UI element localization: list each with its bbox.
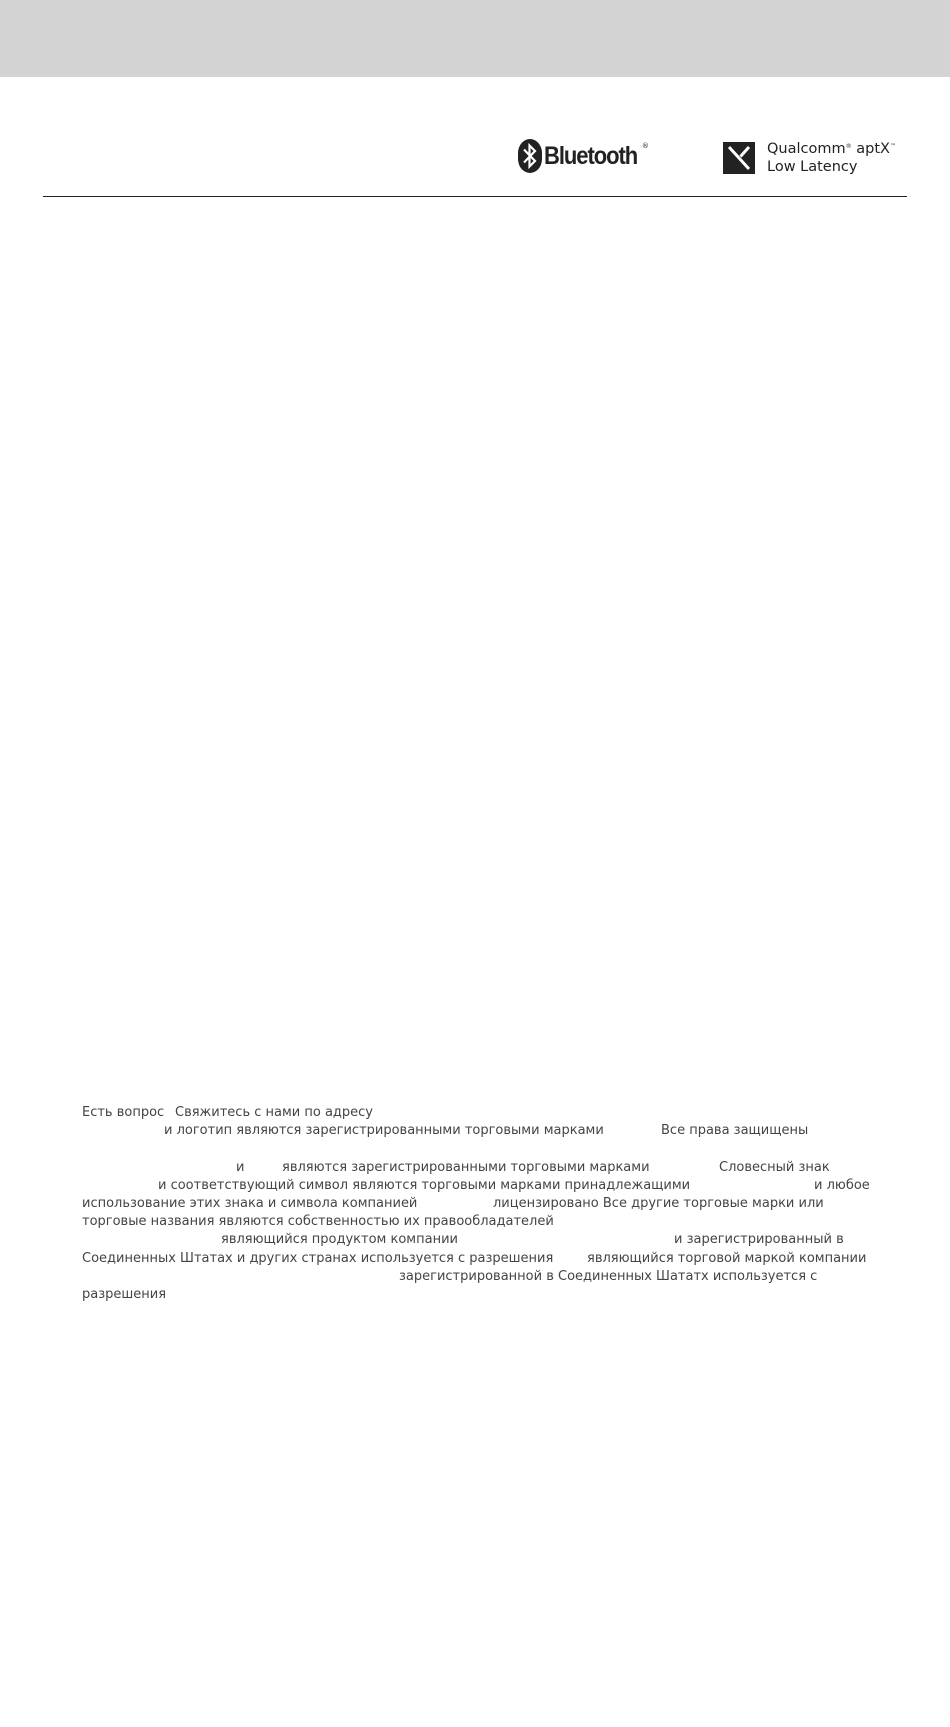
bluetooth-rune-icon <box>518 139 542 173</box>
qualcomm-logo-line1 <box>767 140 896 158</box>
company-trademark-text: являющийся торговой маркой компании <box>587 1250 867 1266</box>
legal-line-2 <box>82 1123 882 1141</box>
header-divider <box>43 196 907 197</box>
registered-marks-text: являются зарегистрированными торговыми марками <box>282 1159 650 1175</box>
question-text: Есть вопрос <box>82 1105 165 1120</box>
product-text: являющийся продуктом компании <box>221 1232 458 1248</box>
symbol-trademark-text: и соответствующий символ являются торговыми марками принадлежащими <box>158 1177 691 1193</box>
legal-line-4 <box>82 1178 882 1196</box>
licensed-text: лицензировано Все другие торговые марки или <box>493 1195 824 1211</box>
legal-blank-line <box>82 1141 882 1159</box>
contact-text: Свяжитесь с нами по адресу <box>175 1105 373 1120</box>
legal-line-9 <box>82 1269 882 1287</box>
qualcomm-name: Qualcomm <box>767 141 846 157</box>
qualcomm-aptx-logo <box>723 140 896 176</box>
usage-text: использование этих знака и символа компанией <box>82 1195 418 1211</box>
legal-conjunction: и <box>236 1159 245 1175</box>
legal-line-3 <box>82 1160 882 1178</box>
legal-notice <box>82 1105 882 1305</box>
us-permission-text: Соединенных Штатах и других странах используется с разрешения <box>82 1250 554 1266</box>
aptx-name: aptX <box>851 141 890 157</box>
legal-line-6 <box>82 1214 882 1232</box>
qualcomm-x-icon <box>723 142 755 174</box>
owners-text: торговые названия являются собственностью их правообладателей <box>82 1214 554 1230</box>
trademark-text: и логотип являются зарегистрированными торговыми марками <box>164 1123 604 1139</box>
registered-in-text: и зарегистрированный в <box>674 1232 844 1248</box>
top-gray-bar <box>0 0 950 77</box>
legal-line-1 <box>82 1105 882 1123</box>
legal-line-7 <box>82 1232 882 1250</box>
registered-us-text: зарегистрированной в Соединенных Шататх используется с <box>399 1268 818 1284</box>
bluetooth-logo <box>518 138 649 174</box>
legal-line-5 <box>82 1196 882 1214</box>
rights-reserved-text: Все права защищены <box>661 1123 809 1139</box>
word-mark-text: Словесный знак <box>719 1159 830 1175</box>
low-latency-label: Low Latency <box>767 159 858 175</box>
permission-text: разрешения <box>82 1286 167 1302</box>
legal-line-10 <box>82 1287 882 1305</box>
aptx-trademark: ™ <box>889 143 896 150</box>
bluetooth-registered-mark: ® <box>641 142 649 150</box>
qualcomm-registered-mark: ® <box>845 143 852 150</box>
bluetooth-wordmark: Bluetooth <box>544 141 638 170</box>
any-use-text: и любое <box>814 1177 870 1193</box>
legal-line-8 <box>82 1251 882 1269</box>
